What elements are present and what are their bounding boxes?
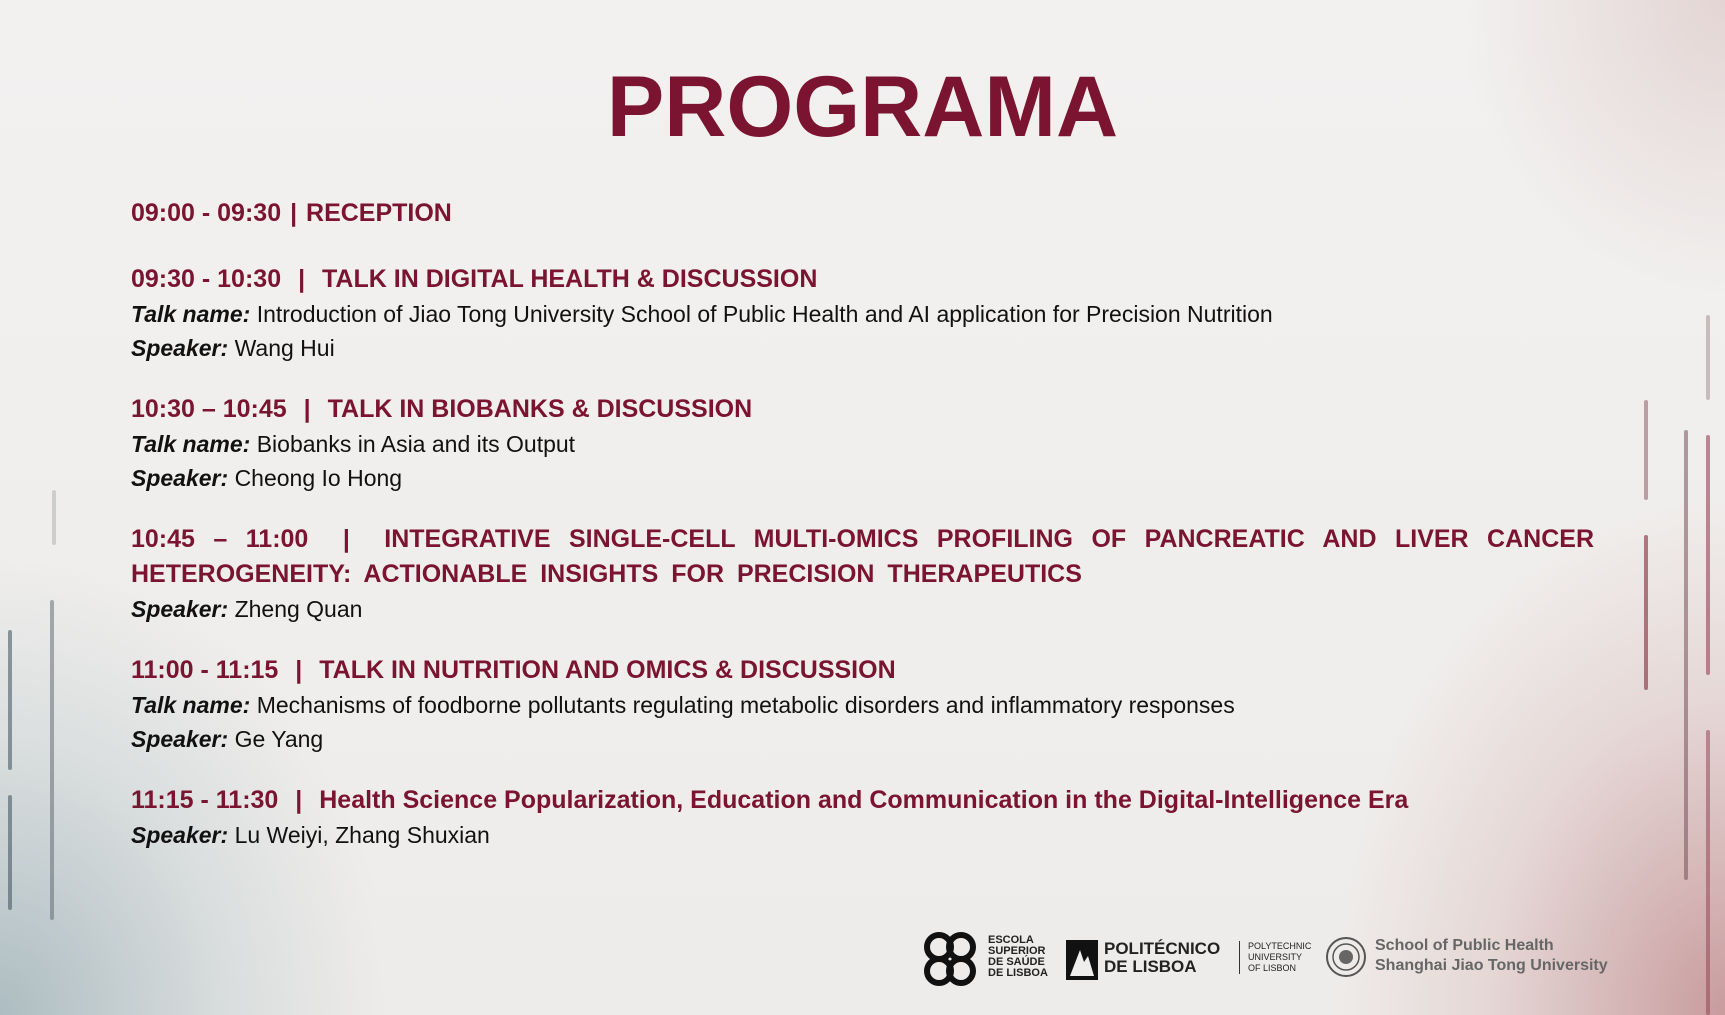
speaker-label: Speaker: [131, 822, 229, 848]
ess-line: ESCOLA [988, 934, 1034, 946]
session-nutrition-omics [131, 653, 1594, 756]
session-topic: Health Science Popularization, Education and Communication in the Digital-Intelligence Era [319, 786, 1409, 814]
session-science-popularization [131, 783, 1594, 852]
speaker-name: Wang Hui [234, 335, 335, 361]
session-topic: RECEPTION [306, 199, 452, 227]
speaker-name: Zheng Quan [234, 596, 363, 622]
ipl-name [1104, 940, 1220, 976]
session-heading [131, 522, 1594, 592]
sjtu-seal-icon [1325, 936, 1367, 978]
speaker-line [131, 331, 1594, 365]
ess-lisboa-name [988, 935, 1048, 979]
session-topic: INTEGRATIVE SINGLE-CELL MULTI-OMICS PROFILING OF PANCREATIC AND LIVER CANCER HETEROGENEITY: ACTIONABLE INSIGHTS FOR PRECISION THERAPEUTICS [131, 525, 1595, 588]
ipl-sub-line: OF LISBON [1248, 963, 1297, 973]
session-heading [131, 653, 1594, 688]
separator: | [295, 786, 303, 814]
speaker-name: Cheong Io Hong [234, 465, 403, 491]
partner-logos [920, 928, 1660, 990]
speaker-line [131, 818, 1594, 852]
speaker-label: Speaker: [131, 465, 229, 491]
session-topic: TALK IN BIOBANKS & DISCUSSION [327, 395, 753, 423]
ess-line: SUPERIOR [988, 945, 1046, 957]
speaker-label: Speaker: [131, 726, 229, 752]
sjtu-sph-name [1375, 936, 1608, 976]
session-time: 09:00 - 09:30 [131, 199, 282, 227]
decorative-line [1684, 430, 1688, 880]
ipl-sub-line: POLYTECHNIC [1248, 941, 1312, 951]
session-heading [131, 392, 1594, 427]
talk-label: Talk name: [131, 301, 251, 327]
ipl-english-name [1239, 941, 1311, 974]
talk-name: Biobanks in Asia and its Output [256, 431, 576, 457]
separator: | [303, 395, 311, 423]
decorative-line [1706, 315, 1710, 400]
page-title: PROGRAMA [606, 59, 1119, 155]
decorative-line [50, 600, 54, 920]
session-reception [131, 196, 1594, 231]
ipl-line: POLITÉCNICO [1104, 939, 1221, 958]
decorative-line [1644, 535, 1648, 690]
separator: | [290, 199, 298, 227]
decorative-line [1706, 435, 1710, 675]
decorative-line [1644, 400, 1648, 500]
session-heading [131, 783, 1594, 818]
session-topic: TALK IN NUTRITION AND OMICS & DISCUSSION [319, 656, 896, 684]
talk-line [131, 297, 1594, 331]
ipl-logo [1066, 928, 1316, 990]
session-time: 09:30 - 10:30 [131, 265, 282, 293]
speaker-name: Lu Weiyi, Zhang Shuxian [234, 822, 490, 848]
speaker-name: Ge Yang [234, 726, 324, 752]
ess-lisboa-logo [920, 928, 1060, 990]
session-digital-health [131, 262, 1594, 365]
separator: | [295, 656, 303, 684]
talk-label: Talk name: [131, 692, 251, 718]
session-heading [131, 196, 1594, 231]
sjtu-sph-logo [1325, 928, 1660, 990]
speaker-line [131, 722, 1594, 756]
separator: | [298, 265, 306, 293]
decorative-line [8, 795, 12, 910]
decorative-line [1706, 730, 1710, 1015]
talk-label: Talk name: [131, 431, 251, 457]
session-time: 10:45 – 11:00 [131, 525, 309, 553]
session-heading [131, 262, 1594, 297]
separator: | [342, 525, 350, 553]
session-biobanks [131, 392, 1594, 495]
speaker-label: Speaker: [131, 596, 229, 622]
talk-line [131, 688, 1594, 722]
session-time: 10:30 – 10:45 [131, 395, 287, 423]
ess-line: DE SAÚDE [988, 956, 1045, 968]
speaker-line [131, 461, 1594, 495]
session-time: 11:00 - 11:15 [131, 656, 279, 684]
session-time: 11:15 - 11:30 [131, 786, 279, 814]
session-multi-omics [131, 522, 1594, 626]
speaker-line [131, 592, 1594, 626]
ipl-line: DE LISBOA [1104, 957, 1197, 976]
sph-line: School of Public Health [1375, 937, 1554, 954]
ipl-sub-line: UNIVERSITY [1248, 952, 1303, 962]
decorative-line [8, 630, 12, 770]
session-topic: TALK IN DIGITAL HEALTH & DISCUSSION [322, 265, 818, 293]
ess-lisboa-icon [920, 930, 980, 990]
sph-line: Shanghai Jiao Tong University [1375, 957, 1608, 974]
ipl-icon [1066, 940, 1098, 980]
decorative-line [52, 490, 56, 545]
talk-name: Mechanisms of foodborne pollutants regulating metabolic disorders and inflammatory responses [256, 692, 1235, 718]
talk-line [131, 427, 1594, 461]
speaker-label: Speaker: [131, 335, 229, 361]
program-list [131, 196, 1594, 879]
ess-line: DE LISBOA [988, 967, 1048, 979]
talk-name: Introduction of Jiao Tong University School of Public Health and AI application for Precision Nutrition [256, 301, 1273, 327]
